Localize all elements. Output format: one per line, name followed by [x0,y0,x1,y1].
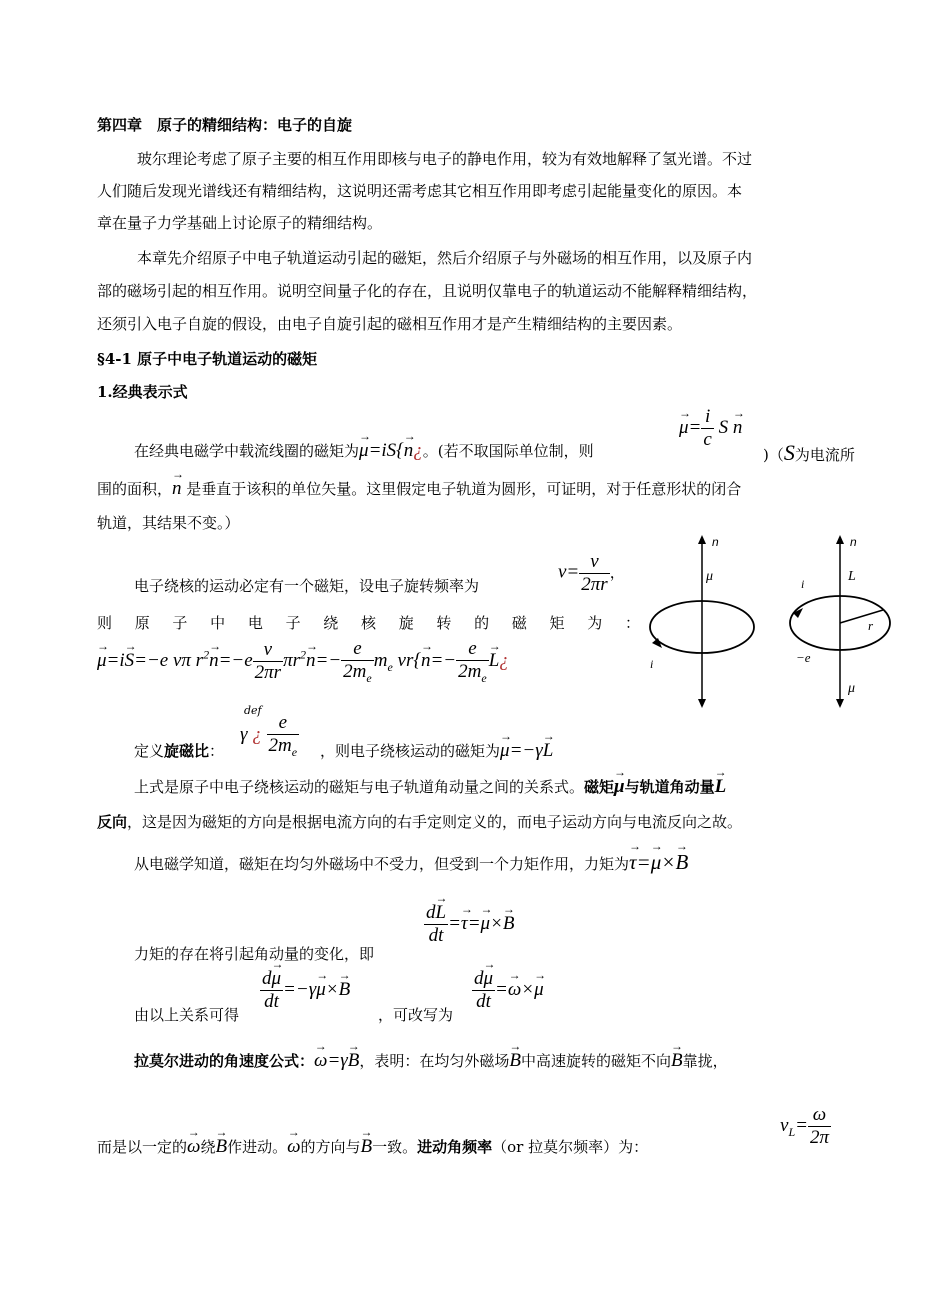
derive-line1: 由以上关系可得 [134,1006,240,1024]
formula-dLdt: $\frac{dL \to}{dt}$ =τ →=μ →×B → [424,902,515,947]
right-n-label: n [850,535,857,549]
classic-line1: 在经典电磁学中载流线圈的磁矩为μ →=iS{n →¿。(若不取国际单位制，则 [134,440,594,462]
orbit-figure [640,530,902,710]
left-mu-label: μ [706,569,714,584]
relation-line1: 上式是原子中电子绕核运动的磁矩与电子轨道角动量之间的关系式。磁矩μ →与轨道角动量L → [134,776,726,798]
formula-mu-iSn: μ →=iS{n →¿ [359,440,423,461]
right-e-label: −e [796,650,811,665]
right-orbit-diagram [790,535,890,708]
para2-line3: 还须引入电子自旋的假设，由电子自旋引起的磁相互作用才是产生精细结构的主要因素。 [97,315,683,333]
para2-line1: 本章先介绍原子中电子轨道运动引起的磁矩，然后介绍原子与外磁场的相互作用，以及原子内 [137,249,753,267]
formula-mu-cgs: μ →= $\frac{i}{c}$ S n → [679,406,742,451]
right-r-label: r [868,618,874,633]
classic-line2: 围的面积，n → 是垂直于该积的单位矢量。这里假定电子轨道为圆形，可证明，对于任意形状的闭合 [97,478,741,500]
classic-line1-tail: )（S为电流所 [763,440,855,465]
right-axis-arrow [836,535,844,544]
classic-line3: 轨道，其结果不变。） [97,514,240,532]
para1-line1: 玻尔理论考虑了原子主要的相互作用即核与电子的静电作用，较为有效地解释了氢光谱。不过 [137,150,753,168]
para1-line3: 章在量子力学基础上讨论原子的精细结构。 [97,214,383,232]
formula-mu-orbit: μ →=iS →=−e vπ $r^2n \to=-e$ $\frac{v}{2\pi r}$ $\pi r^2n$ →=− $\frac{e}{2m_e}$ $m_e$ vr{n →=− $\frac{e}{2m_e}$ L →¿ [97,638,509,686]
formula-gamma: γ ¿ $\frac{e}{2m_e}$ [240,712,298,759]
formula-dmudt-1: $\frac{d\mu \to}{dt}$ =−γμ →×B → [260,968,350,1013]
derive-line2: ，可改写为 [378,1006,454,1024]
define-line: 定义旋磁比： [134,742,225,760]
relation-line2: 反向，这是因为磁矩的方向是根据电流方向的右手定则定义的，而电子运动方向与电流反向之故。 [97,813,743,831]
section-heading: §4-1 原子中电子轨道运动的磁矩 [97,350,318,368]
right-mu-label: μ [848,681,856,696]
chapter-title: 第四章 原子的精细结构：电子的自旋 [97,116,353,134]
formula-frequency: v= $\frac{v}{2\pi r}$ ， [558,551,625,595]
left-i-label: i [650,657,654,671]
left-orbit-diagram [650,535,754,708]
precession-line: 而是以一定的ω →绕B →作进动。ω →的方向与B →一致。进动角频率（or 拉莫尔频率）为： [97,1136,648,1158]
def-label: def [244,704,262,717]
right-L-label: L [848,569,856,584]
define-line-tail: ，则电子绕核运动的磁矩为μ →=−γL → [320,740,553,762]
right-i-label: i [801,577,805,591]
subsection-heading: 1.经典表示式 [97,383,188,401]
orbit-line1: 电子绕核的运动必定有一个磁矩，设电子旋转频率为 [134,577,480,595]
formula-larmor-frequency: $v_L=$ $\frac{\omega}{2\pi}$ [780,1104,829,1148]
left-axis-arrow [698,535,706,544]
formula-dmudt-2: $\frac{d\mu \to}{dt}$ =ω →×μ → [472,968,544,1013]
right-radius [840,610,883,623]
larmor-line: 拉莫尔进动的角速度公式：ω →=γB →，表明：在均匀外磁场B →中高速旋转的磁矩不向B →靠拢， [134,1050,728,1072]
left-n-label: n [712,535,719,549]
torque-line: 从电磁学知道，磁矩在均匀外磁场中不受力，但受到一个力矩作用，力矩为τ →=μ →×B → [134,850,688,875]
para1-line2: 人们随后发现光谱线还有精细结构，这说明还需考虑其它相互作用即考虑引起能量变化的原因。本 [97,182,743,200]
orbit-line2: 则原子中电子绕核旋转的磁矩为： [97,614,640,632]
angmom-line: 力矩的存在将引起角动量的变化，即 [134,945,375,963]
para2-line2: 部的磁场引起的相互作用。说明空间量子化的存在，且说明仅靠电子的轨道运动不能解释精细结构， [97,282,758,300]
